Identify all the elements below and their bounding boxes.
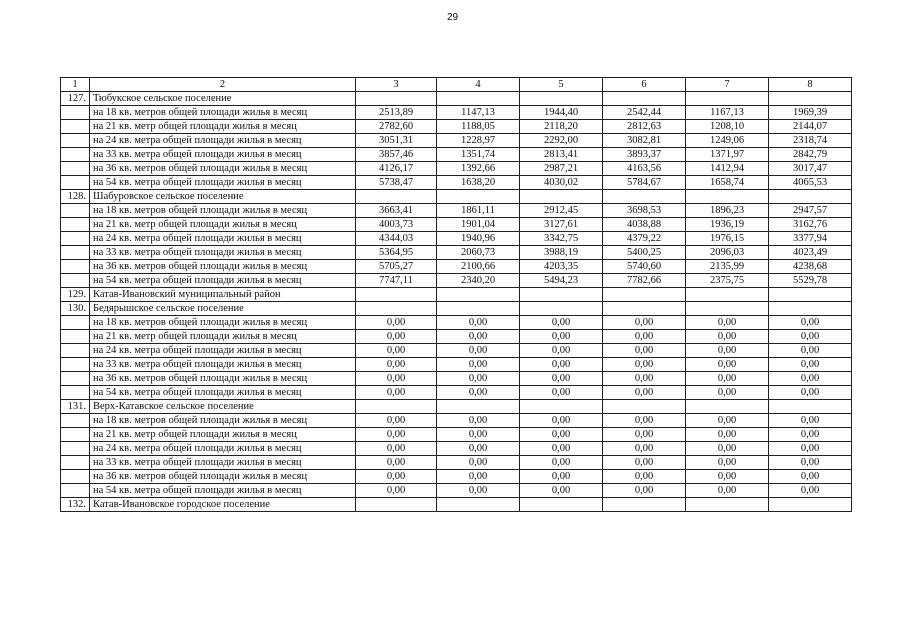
value-cell: 2812,63 [603, 120, 686, 134]
value-cell: 1392,66 [437, 162, 520, 176]
value-cell [437, 92, 520, 106]
value-cell: 0,00 [520, 428, 603, 442]
value-cell: 0,00 [520, 484, 603, 498]
value-cell [603, 288, 686, 302]
value-cell: 0,00 [356, 456, 437, 470]
value-cell [356, 302, 437, 316]
table-header [61, 78, 852, 92]
value-cell: 0,00 [686, 470, 769, 484]
value-cell: 0,00 [686, 316, 769, 330]
value-cell: 2987,21 [520, 162, 603, 176]
row-label-cell: на 36 кв. метров общей площади жилья в месяц [90, 162, 356, 176]
value-cell: 1976,15 [686, 232, 769, 246]
value-cell: 4379,22 [603, 232, 686, 246]
value-cell [769, 400, 852, 414]
value-cell [603, 92, 686, 106]
value-cell: 0,00 [356, 386, 437, 400]
row-number-cell: 132. [61, 498, 90, 512]
value-cell: 0,00 [603, 386, 686, 400]
value-cell: 3051,31 [356, 134, 437, 148]
table-row [61, 372, 852, 386]
value-cell: 4203,35 [520, 260, 603, 274]
value-cell: 0,00 [769, 442, 852, 456]
value-cell: 3377,94 [769, 232, 852, 246]
row-label-cell: на 36 кв. метров общей площади жилья в месяц [90, 260, 356, 274]
value-cell: 0,00 [603, 456, 686, 470]
value-cell: 3857,46 [356, 148, 437, 162]
value-cell: 2144,07 [769, 120, 852, 134]
value-cell: 5400,25 [603, 246, 686, 260]
row-number-cell [61, 372, 90, 386]
table-row [61, 232, 852, 246]
table-row [61, 442, 852, 456]
value-cell [686, 400, 769, 414]
value-cell [520, 400, 603, 414]
row-number-cell [61, 120, 90, 134]
value-cell: 0,00 [520, 330, 603, 344]
value-cell [437, 302, 520, 316]
section-name-cell: Бедярышское сельское поселение [90, 302, 356, 316]
value-cell: 0,00 [356, 330, 437, 344]
value-cell: 0,00 [769, 414, 852, 428]
value-cell [520, 498, 603, 512]
table-row [61, 456, 852, 470]
value-cell: 0,00 [769, 358, 852, 372]
table-row [61, 176, 852, 190]
row-number-cell [61, 260, 90, 274]
value-cell: 4038,88 [603, 218, 686, 232]
row-label-cell: на 54 кв. метра общей площади жилья в месяц [90, 274, 356, 288]
value-cell: 0,00 [437, 414, 520, 428]
value-cell: 3698,53 [603, 204, 686, 218]
value-cell: 2118,20 [520, 120, 603, 134]
value-cell: 0,00 [686, 484, 769, 498]
value-cell: 0,00 [437, 358, 520, 372]
value-cell: 3162,76 [769, 218, 852, 232]
value-cell: 0,00 [603, 344, 686, 358]
table-row [61, 260, 852, 274]
row-number-cell [61, 386, 90, 400]
value-cell [437, 498, 520, 512]
value-cell: 5529,78 [769, 274, 852, 288]
value-cell: 0,00 [603, 442, 686, 456]
value-cell: 0,00 [520, 316, 603, 330]
header-cell: 1 [61, 78, 90, 92]
row-number-cell: 131. [61, 400, 90, 414]
value-cell [686, 190, 769, 204]
value-cell: 2096,03 [686, 246, 769, 260]
value-cell: 0,00 [603, 484, 686, 498]
value-cell [356, 92, 437, 106]
value-cell: 4030,02 [520, 176, 603, 190]
value-cell: 5738,47 [356, 176, 437, 190]
value-cell: 4003,73 [356, 218, 437, 232]
value-cell: 0,00 [356, 470, 437, 484]
section-name-cell: Верх-Катавское сельское поселение [90, 400, 356, 414]
row-label-cell: на 21 кв. метр общей площади жилья в месяц [90, 218, 356, 232]
row-number-cell: 128. [61, 190, 90, 204]
value-cell: 0,00 [603, 330, 686, 344]
row-label-cell: на 18 кв. метров общей площади жилья в месяц [90, 316, 356, 330]
value-cell: 0,00 [437, 386, 520, 400]
value-cell [437, 190, 520, 204]
value-cell [356, 400, 437, 414]
section-row [61, 498, 852, 512]
row-label-cell: на 36 кв. метров общей площади жилья в месяц [90, 470, 356, 484]
value-cell: 0,00 [356, 358, 437, 372]
table-row [61, 316, 852, 330]
value-cell: 0,00 [437, 428, 520, 442]
value-cell: 0,00 [686, 386, 769, 400]
value-cell: 0,00 [769, 484, 852, 498]
table-row [61, 274, 852, 288]
value-cell: 1896,23 [686, 204, 769, 218]
row-number-cell [61, 176, 90, 190]
row-label-cell: на 54 кв. метра общей площади жилья в месяц [90, 386, 356, 400]
section-name-cell: Шабуровское сельское поселение [90, 190, 356, 204]
table-row [61, 162, 852, 176]
value-cell [437, 400, 520, 414]
value-cell: 0,00 [686, 442, 769, 456]
row-number-cell: 130. [61, 302, 90, 316]
value-cell [769, 302, 852, 316]
section-row [61, 288, 852, 302]
value-cell: 0,00 [437, 442, 520, 456]
header-cell: 4 [437, 78, 520, 92]
value-cell: 0,00 [520, 386, 603, 400]
value-cell: 0,00 [356, 428, 437, 442]
value-cell: 1969,39 [769, 106, 852, 120]
value-cell: 2340,20 [437, 274, 520, 288]
value-cell [769, 498, 852, 512]
value-cell: 0,00 [686, 358, 769, 372]
value-cell: 0,00 [769, 428, 852, 442]
row-number-cell [61, 106, 90, 120]
section-name-cell: Катав-Ивановский муниципальный район [90, 288, 356, 302]
table-row [61, 470, 852, 484]
value-cell: 0,00 [769, 330, 852, 344]
row-label-cell: на 54 кв. метра общей площади жилья в месяц [90, 176, 356, 190]
row-number-cell [61, 358, 90, 372]
value-cell: 5740,60 [603, 260, 686, 274]
value-cell: 1228,97 [437, 134, 520, 148]
value-cell: 2947,57 [769, 204, 852, 218]
value-cell [356, 288, 437, 302]
table-row [61, 358, 852, 372]
table-row [61, 120, 852, 134]
row-label-cell: на 18 кв. метров общей площади жилья в месяц [90, 106, 356, 120]
row-number-cell: 129. [61, 288, 90, 302]
row-number-cell [61, 204, 90, 218]
value-cell: 0,00 [686, 344, 769, 358]
row-label-cell: на 18 кв. метров общей площади жилья в месяц [90, 414, 356, 428]
row-number-cell: 127. [61, 92, 90, 106]
value-cell: 2100,66 [437, 260, 520, 274]
value-cell: 3017,47 [769, 162, 852, 176]
table-row [61, 246, 852, 260]
section-name-cell: Катав-Ивановское городское поселение [90, 498, 356, 512]
value-cell: 0,00 [769, 344, 852, 358]
value-cell: 0,00 [356, 372, 437, 386]
value-cell: 3127,61 [520, 218, 603, 232]
value-cell: 0,00 [686, 456, 769, 470]
row-number-cell [61, 162, 90, 176]
header-cell: 7 [686, 78, 769, 92]
table-row [61, 134, 852, 148]
row-number-cell [61, 484, 90, 498]
value-cell: 2513,89 [356, 106, 437, 120]
value-cell: 1208,10 [686, 120, 769, 134]
value-cell: 1412,94 [686, 162, 769, 176]
value-cell: 0,00 [520, 344, 603, 358]
value-cell: 0,00 [356, 414, 437, 428]
value-cell: 0,00 [769, 386, 852, 400]
value-cell: 2813,41 [520, 148, 603, 162]
row-number-cell [61, 274, 90, 288]
row-label-cell: на 54 кв. метра общей площади жилья в месяц [90, 484, 356, 498]
row-number-cell [61, 442, 90, 456]
table-row [61, 330, 852, 344]
value-cell: 7782,66 [603, 274, 686, 288]
value-cell: 0,00 [686, 414, 769, 428]
value-cell: 0,00 [520, 470, 603, 484]
value-cell: 1940,96 [437, 232, 520, 246]
row-number-cell [61, 470, 90, 484]
row-number-cell [61, 330, 90, 344]
table-row [61, 414, 852, 428]
table-row [61, 428, 852, 442]
row-label-cell: на 33 кв. метра общей площади жилья в месяц [90, 246, 356, 260]
value-cell: 0,00 [603, 428, 686, 442]
value-cell [356, 498, 437, 512]
row-number-cell [61, 246, 90, 260]
table-row [61, 218, 852, 232]
value-cell: 3893,37 [603, 148, 686, 162]
tariff-table [60, 77, 852, 512]
row-label-cell: на 33 кв. метра общей площади жилья в месяц [90, 148, 356, 162]
value-cell: 4344,03 [356, 232, 437, 246]
row-number-cell [61, 218, 90, 232]
value-cell [686, 288, 769, 302]
header-cell: 5 [520, 78, 603, 92]
value-cell [686, 302, 769, 316]
header-cell: 6 [603, 78, 686, 92]
value-cell: 1638,20 [437, 176, 520, 190]
value-cell [769, 92, 852, 106]
row-number-cell [61, 414, 90, 428]
value-cell [603, 190, 686, 204]
table-row [61, 386, 852, 400]
table-row [61, 148, 852, 162]
value-cell: 0,00 [520, 358, 603, 372]
value-cell: 2292,00 [520, 134, 603, 148]
row-label-cell: на 24 кв. метра общей площади жилья в месяц [90, 442, 356, 456]
row-label-cell: на 33 кв. метра общей площади жилья в месяц [90, 456, 356, 470]
value-cell: 2060,73 [437, 246, 520, 260]
value-cell: 1944,40 [520, 106, 603, 120]
value-cell: 0,00 [437, 316, 520, 330]
value-cell [520, 190, 603, 204]
value-cell: 4238,68 [769, 260, 852, 274]
value-cell: 0,00 [356, 484, 437, 498]
value-cell: 3342,75 [520, 232, 603, 246]
header-row [61, 78, 852, 92]
value-cell: 0,00 [603, 358, 686, 372]
row-label-cell: на 21 кв. метр общей площади жилья в месяц [90, 120, 356, 134]
value-cell: 2912,45 [520, 204, 603, 218]
value-cell: 3988,19 [520, 246, 603, 260]
table-row [61, 106, 852, 120]
value-cell: 1936,19 [686, 218, 769, 232]
value-cell [686, 498, 769, 512]
value-cell: 2375,75 [686, 274, 769, 288]
row-label-cell: на 21 кв. метр общей площади жилья в месяц [90, 330, 356, 344]
row-label-cell: на 24 кв. метра общей площади жилья в месяц [90, 134, 356, 148]
table-row [61, 344, 852, 358]
value-cell: 2842,79 [769, 148, 852, 162]
header-cell: 2 [90, 78, 356, 92]
row-label-cell: на 24 кв. метра общей площади жилья в месяц [90, 344, 356, 358]
value-cell [520, 288, 603, 302]
row-number-cell [61, 456, 90, 470]
value-cell [603, 302, 686, 316]
value-cell [603, 400, 686, 414]
value-cell: 4065,53 [769, 176, 852, 190]
value-cell [356, 190, 437, 204]
value-cell: 0,00 [356, 316, 437, 330]
value-cell: 4163,56 [603, 162, 686, 176]
value-cell [769, 190, 852, 204]
page-number: 29 [446, 12, 459, 23]
table-row [61, 484, 852, 498]
row-number-cell [61, 134, 90, 148]
value-cell: 2782,60 [356, 120, 437, 134]
value-cell: 0,00 [603, 470, 686, 484]
value-cell: 0,00 [603, 414, 686, 428]
value-cell [686, 92, 769, 106]
value-cell: 1351,74 [437, 148, 520, 162]
header-cell: 8 [769, 78, 852, 92]
value-cell: 0,00 [769, 456, 852, 470]
value-cell: 0,00 [437, 470, 520, 484]
section-row [61, 400, 852, 414]
value-cell: 0,00 [769, 470, 852, 484]
value-cell: 0,00 [356, 442, 437, 456]
row-number-cell [61, 316, 90, 330]
value-cell: 0,00 [603, 316, 686, 330]
row-number-cell [61, 344, 90, 358]
value-cell: 0,00 [356, 344, 437, 358]
row-number-cell [61, 428, 90, 442]
value-cell: 2135,99 [686, 260, 769, 274]
row-label-cell: на 24 кв. метра общей площади жилья в месяц [90, 232, 356, 246]
value-cell: 5364,95 [356, 246, 437, 260]
value-cell [769, 288, 852, 302]
value-cell: 0,00 [520, 372, 603, 386]
value-cell: 0,00 [520, 414, 603, 428]
table-row [61, 204, 852, 218]
value-cell: 0,00 [437, 484, 520, 498]
value-cell: 0,00 [437, 344, 520, 358]
value-cell: 5705,27 [356, 260, 437, 274]
value-cell: 2318,74 [769, 134, 852, 148]
value-cell [520, 92, 603, 106]
header-cell: 3 [356, 78, 437, 92]
value-cell: 3663,41 [356, 204, 437, 218]
value-cell: 4126,17 [356, 162, 437, 176]
value-cell: 7747,11 [356, 274, 437, 288]
value-cell: 0,00 [769, 316, 852, 330]
value-cell: 0,00 [686, 330, 769, 344]
value-cell: 0,00 [520, 456, 603, 470]
value-cell: 1249,06 [686, 134, 769, 148]
value-cell: 0,00 [769, 372, 852, 386]
value-cell: 1371,97 [686, 148, 769, 162]
value-cell: 0,00 [437, 456, 520, 470]
value-cell [437, 288, 520, 302]
value-cell: 1658,74 [686, 176, 769, 190]
row-number-cell [61, 148, 90, 162]
value-cell: 0,00 [603, 372, 686, 386]
value-cell: 0,00 [437, 330, 520, 344]
section-row [61, 302, 852, 316]
row-label-cell: на 33 кв. метра общей площади жилья в месяц [90, 358, 356, 372]
row-number-cell [61, 232, 90, 246]
section-row [61, 190, 852, 204]
value-cell: 5784,67 [603, 176, 686, 190]
value-cell [603, 498, 686, 512]
row-label-cell: на 21 кв. метр общей площади жилья в месяц [90, 428, 356, 442]
value-cell: 2542,44 [603, 106, 686, 120]
value-cell: 1188,05 [437, 120, 520, 134]
row-label-cell: на 36 кв. метров общей площади жилья в месяц [90, 372, 356, 386]
value-cell [520, 302, 603, 316]
value-cell: 0,00 [686, 428, 769, 442]
value-cell: 1901,04 [437, 218, 520, 232]
value-cell: 5494,23 [520, 274, 603, 288]
value-cell: 4023,49 [769, 246, 852, 260]
value-cell: 0,00 [437, 372, 520, 386]
value-cell: 1167,13 [686, 106, 769, 120]
value-cell: 3082,81 [603, 134, 686, 148]
value-cell: 1147,13 [437, 106, 520, 120]
value-cell: 0,00 [520, 442, 603, 456]
value-cell: 0,00 [686, 372, 769, 386]
table-body [61, 92, 852, 512]
row-label-cell: на 18 кв. метров общей площади жилья в месяц [90, 204, 356, 218]
section-name-cell: Тюбукское сельское поселение [90, 92, 356, 106]
section-row [61, 92, 852, 106]
value-cell: 1861,11 [437, 204, 520, 218]
